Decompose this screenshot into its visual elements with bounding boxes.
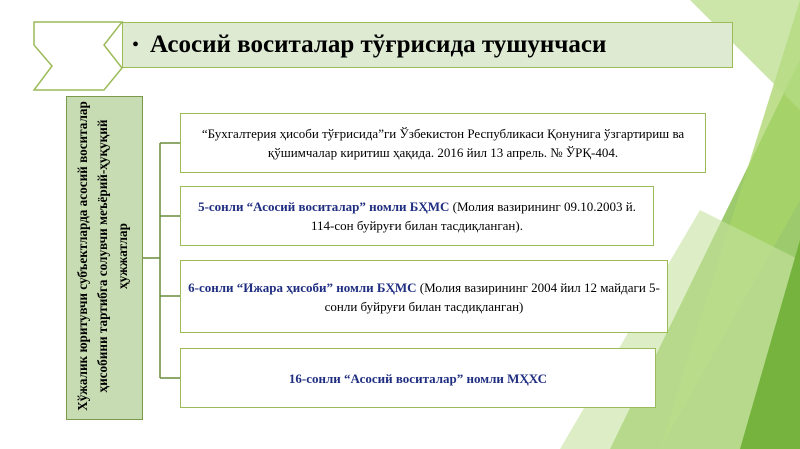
law-item-content <box>187 124 699 162</box>
page-title: Асосий воситалар тўғрисида тушунчаси <box>150 31 607 58</box>
side-category-label: Хўжалик юритувчи субъектларда асосий воситалар ҳисобини тартибга солувчи меъёрий-ҳуқуқий ҳужжатлар <box>75 101 130 411</box>
chevron-shape <box>34 22 122 90</box>
law-item-box <box>180 113 706 173</box>
side-category-box <box>66 96 143 420</box>
standard-6-highlight: 6-сонли “Ижара ҳисоби” номли БҲМС <box>188 279 417 295</box>
standard-5-highlight: 5-сонли “Асосий воситалар” номли БҲМС <box>198 199 450 214</box>
connector-lines <box>143 143 180 378</box>
standard-6-box <box>180 260 668 333</box>
title-bullet: • <box>132 34 140 56</box>
ifrs-16-highlight: 16-сонли “Асосий воситалар” номли МҲХС <box>288 370 548 386</box>
ifrs-16-box <box>180 348 656 408</box>
standard-5-content <box>187 197 647 235</box>
standard-5-text: (Молия вазирининг 09.10.2003 й. 114-сон буйруғи билан тасдиқланган). <box>311 199 636 233</box>
law-item-text: “Бухгалтерия ҳисоби тўғрисида”ги Ўзбекистон Республикаси Қонунига ўзгартириш ва қўшимчалар киритиш ҳақида. 2016 йил 13 апрель. № ЎРҚ-404. <box>201 126 685 160</box>
ifrs-16-content <box>289 369 547 388</box>
standard-5-box <box>180 186 654 246</box>
standard-6-text: (Молия вазирининг 2004 йил 12 майдаги 5-сонли буйруғи билан тасдиқланган) <box>324 279 660 314</box>
standard-6-content <box>187 278 661 316</box>
